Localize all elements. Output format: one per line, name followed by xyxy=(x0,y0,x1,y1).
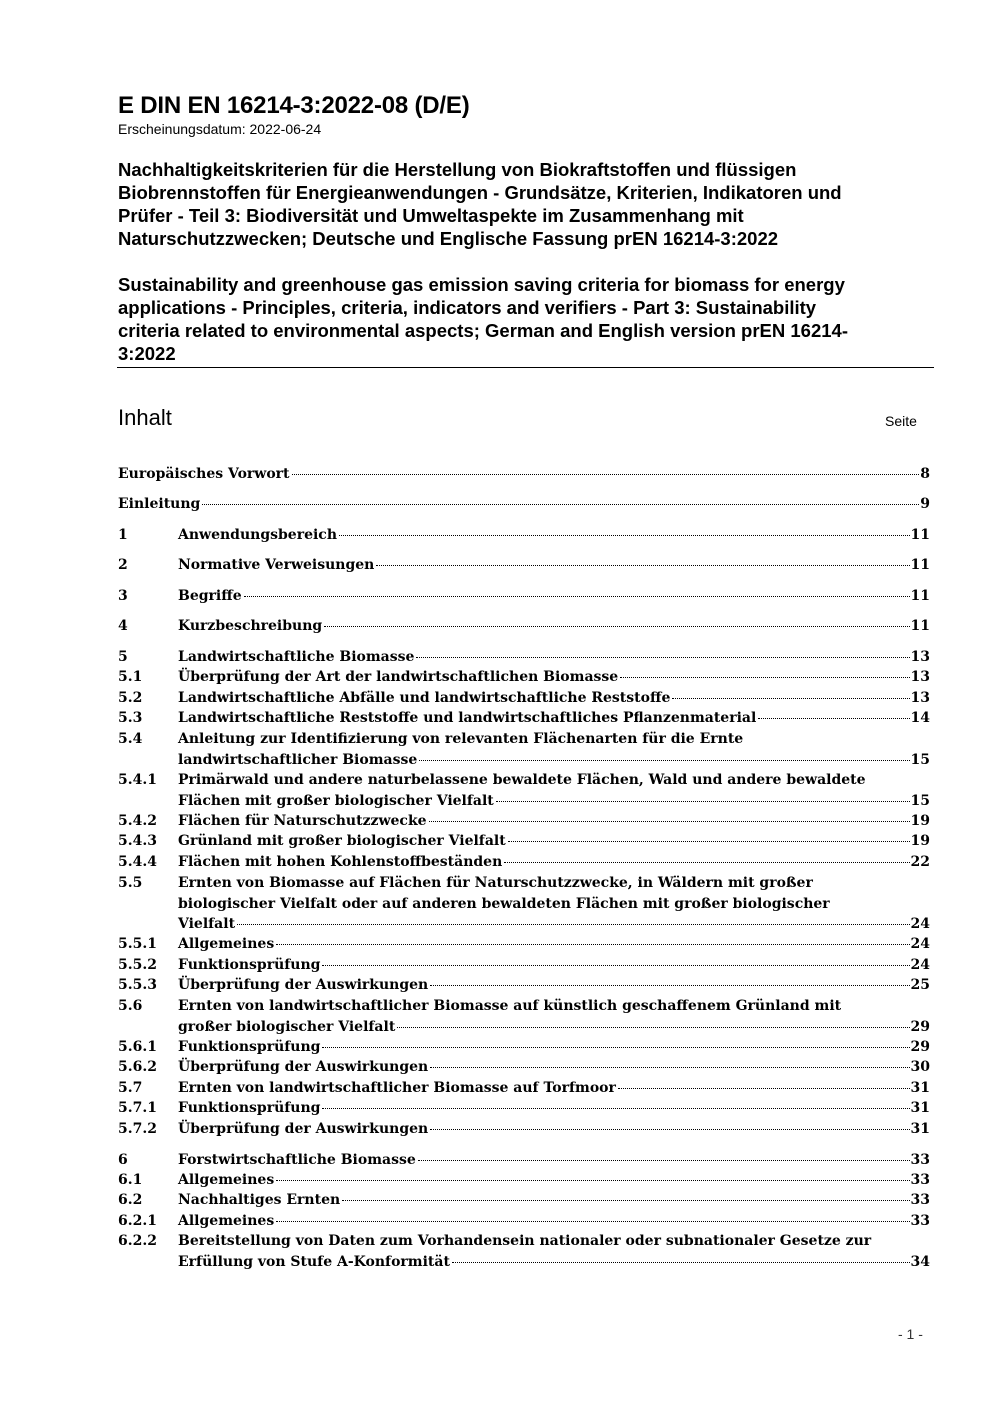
toc-entry-title-line: Nachhaltiges Ernten xyxy=(178,1192,341,1208)
title-german-line: Biobrennstoffen für Energieanwendungen - Grundsätze, Kriterien, Indikatoren und xyxy=(118,182,842,203)
toc-entry-number: 5.4.2 xyxy=(118,813,157,829)
toc-entry-body xyxy=(178,1037,930,1058)
toc-entry-body xyxy=(178,688,930,709)
toc-entry-number: 5.1 xyxy=(118,669,143,685)
toc-entry-number: 5.7.2 xyxy=(118,1121,157,1137)
toc-entry[interactable] xyxy=(118,770,930,811)
toc-entry-title-line: Landwirtschaftliche Reststoffe und landwirtschaftliches Pflanzenmaterial xyxy=(178,710,757,726)
toc-dot-leader xyxy=(322,1108,909,1109)
toc-entry-body xyxy=(178,729,930,770)
toc-entry-title-line: Überprüfung der Auswirkungen xyxy=(178,977,429,993)
toc-entry-number: 5.4.3 xyxy=(118,833,157,849)
toc-entry[interactable] xyxy=(118,975,930,996)
toc-entry-page: 19 xyxy=(910,813,930,829)
toc-entry[interactable] xyxy=(118,616,930,637)
toc-entry-page: 13 xyxy=(910,669,930,685)
toc-entry-title-line: Funktionsprüfung xyxy=(178,1100,321,1116)
title-english-line: applications - Principles, criteria, indicators and verifiers - Part 3: Sustainability xyxy=(118,297,817,318)
toc-entry-title-line: Überprüfung der Art der landwirtschaftlichen Biomasse xyxy=(178,669,619,685)
document-id: E DIN EN 16214-3:2022-08 (D/E) xyxy=(118,92,470,119)
toc-entry-number: 5.7 xyxy=(118,1080,143,1096)
toc-entry-body xyxy=(178,873,930,935)
toc-entry-body xyxy=(178,616,930,637)
toc-entry[interactable] xyxy=(118,555,930,576)
toc-entry-body xyxy=(178,996,930,1037)
toc-entry-title-line: Funktionsprüfung xyxy=(178,957,321,973)
toc-dot-leader xyxy=(276,1221,909,1222)
toc-entry-body xyxy=(178,1231,930,1272)
toc-entry-title-line: Vielfalt xyxy=(178,916,236,932)
toc-entry[interactable] xyxy=(118,729,930,770)
toc-entry-title-line: Allgemeines xyxy=(178,1213,275,1229)
toc-entry-number: 6.2.2 xyxy=(118,1233,157,1249)
toc-entry-page: 15 xyxy=(910,792,930,809)
toc-dot-leader xyxy=(324,626,909,627)
title-english-line: Sustainability and greenhouse gas emission saving criteria for biomass for energy xyxy=(118,274,845,295)
toc-entry[interactable] xyxy=(118,525,930,546)
toc-entry-body xyxy=(178,708,930,729)
toc-entry-title-line: biologischer Vielfalt oder auf anderen bewaldeten Flächen mit großer biologischer xyxy=(178,895,830,912)
toc-dot-leader xyxy=(429,821,910,822)
toc-entry-number: 6.2 xyxy=(118,1192,143,1208)
toc-entry-page: 14 xyxy=(910,710,930,726)
toc-entry-title-line: Allgemeines xyxy=(178,1172,275,1188)
toc-entry-page: 31 xyxy=(910,1121,930,1137)
toc-entry-number: 5.6.1 xyxy=(118,1039,157,1055)
toc-dot-leader xyxy=(339,535,910,536)
toc-entry-body xyxy=(178,934,930,955)
toc-entry-page: 24 xyxy=(910,957,930,973)
toc-entry-title-line: Überprüfung der Auswirkungen xyxy=(178,1121,429,1137)
toc-entry-page: 33 xyxy=(910,1213,930,1229)
toc-entry-number: 4 xyxy=(118,618,128,634)
toc-entry[interactable] xyxy=(118,1150,930,1171)
toc-entry-title-line: Landwirtschaftliche Abfälle und landwirtschaftliche Reststoffe xyxy=(178,690,671,706)
toc-entry-title-line: Allgemeines xyxy=(178,936,275,952)
toc-entry-page: 33 xyxy=(910,1152,930,1168)
toc-entry-number: 5.3 xyxy=(118,710,143,726)
toc-entry-body xyxy=(178,1057,930,1078)
toc-entry-number: 5.6.2 xyxy=(118,1059,157,1075)
toc-entry-title-line: Funktionsprüfung xyxy=(178,1039,321,1055)
toc-entry-title-line: Flächen mit hohen Kohlenstoffbeständen xyxy=(178,854,503,870)
toc-entry-title-line: Einleitung xyxy=(118,496,201,512)
toc-entry-title-line: Landwirtschaftliche Biomasse xyxy=(178,649,415,665)
toc-entry[interactable] xyxy=(118,708,930,729)
toc-entry[interactable] xyxy=(118,1190,930,1211)
toc-entry-page: 24 xyxy=(910,936,930,952)
toc-entry-number: 5.5.3 xyxy=(118,977,157,993)
toc-dot-leader xyxy=(397,1027,909,1028)
toc-entry-number: 2 xyxy=(118,557,128,573)
toc-entry-number: 5.5.2 xyxy=(118,957,157,973)
toc-entry-title-line: großer biologischer Vielfalt xyxy=(178,1018,396,1035)
toc-dot-leader xyxy=(620,677,909,678)
toc-entry-body xyxy=(178,975,930,996)
toc-entry-title-line: Forstwirtschaftliche Biomasse xyxy=(178,1152,416,1168)
toc-entry-body xyxy=(178,1170,930,1191)
toc-entry-page: 29 xyxy=(910,1039,930,1055)
toc-entry-number: 6.2.1 xyxy=(118,1213,157,1229)
toc-entry[interactable] xyxy=(118,1211,930,1232)
toc-entry-title-line: Normative Verweisungen xyxy=(178,557,375,573)
toc-entry[interactable] xyxy=(118,831,930,852)
toc-dot-leader xyxy=(430,985,909,986)
toc-entry-page: 19 xyxy=(910,833,930,849)
toc-entry-title-line: Europäisches Vorwort xyxy=(118,466,290,482)
toc-entry-title-line: Ernten von Biomasse auf Flächen für Naturschutzzwecke, in Wäldern mit großer xyxy=(178,875,813,891)
toc-entry-body xyxy=(118,464,930,485)
toc-entry-page: 31 xyxy=(910,1080,930,1096)
toc-entry[interactable] xyxy=(118,1078,930,1099)
toc-dot-leader xyxy=(758,718,909,719)
toc-entry-page: 31 xyxy=(910,1100,930,1116)
toc-entry[interactable] xyxy=(118,873,930,935)
toc-dot-leader xyxy=(508,841,910,842)
toc-entry-body xyxy=(178,586,930,607)
toc-entry-body xyxy=(178,831,930,852)
toc-entry-body xyxy=(178,555,930,576)
toc-entry[interactable] xyxy=(118,955,930,976)
toc-entry-number: 6.1 xyxy=(118,1172,143,1188)
title-german-line: Naturschutzzwecken; Deutsche und Englische Fassung prEN 16214-3:2022 xyxy=(118,228,779,249)
toc-entry[interactable] xyxy=(118,494,930,515)
toc-entry-title-line: Anleitung zur Identifizierung von relevanten Flächenarten für die Ernte xyxy=(178,731,744,747)
toc-dot-leader xyxy=(418,1160,910,1161)
toc-entry-title-line: Anwendungsbereich xyxy=(178,527,337,543)
toc-entry-title-line: Flächen mit großer biologischer Vielfalt xyxy=(178,792,494,809)
toc-dot-leader xyxy=(672,698,909,699)
toc-entry-body xyxy=(178,1078,930,1099)
toc-dot-leader xyxy=(618,1088,910,1089)
toc-entry-body xyxy=(178,811,930,832)
toc-entry[interactable] xyxy=(118,586,930,607)
toc-entry-title-line: Grünland mit großer biologischer Vielfalt xyxy=(178,833,506,849)
toc-entry-number: 3 xyxy=(118,588,128,604)
toc-entry-number: 5.6 xyxy=(118,998,143,1014)
toc-entry-page: 11 xyxy=(910,618,930,634)
toc-entry-title-line: Begriffe xyxy=(178,588,242,604)
toc-entry-page: 8 xyxy=(920,466,930,482)
toc-dot-leader xyxy=(496,801,910,802)
toc-entry-body xyxy=(178,955,930,976)
toc-entry-page: 33 xyxy=(910,1172,930,1188)
toc-entry-page: 33 xyxy=(910,1192,930,1208)
toc-entry[interactable] xyxy=(118,1119,930,1140)
toc-entry[interactable] xyxy=(118,996,930,1037)
toc-entry-page: 25 xyxy=(910,977,930,993)
toc-dot-leader xyxy=(322,1047,909,1048)
toc-entry-page: 29 xyxy=(910,1018,930,1035)
toc-entry-number: 5.5 xyxy=(118,875,143,891)
toc-entry-title-line: Ernten von landwirtschaftlicher Biomasse auf künstlich geschaffenem Grünland mit xyxy=(178,998,842,1014)
toc-entry-page: 11 xyxy=(910,588,930,604)
toc-entry-page: 11 xyxy=(910,557,930,573)
title-english-line: criteria related to environmental aspects; German and English version prEN 16214- xyxy=(118,320,848,341)
toc-entry-title-line: Kurzbeschreibung xyxy=(178,618,323,634)
page-number: - 1 - xyxy=(898,1326,923,1342)
toc-entry-number: 5.5.1 xyxy=(118,936,157,952)
toc-entry-number: 5 xyxy=(118,649,128,665)
toc-entry-page: 34 xyxy=(910,1253,930,1270)
toc-dot-leader xyxy=(237,924,909,925)
toc-entry-number: 5.2 xyxy=(118,690,143,706)
toc-dot-leader xyxy=(342,1200,909,1201)
toc-entry[interactable] xyxy=(118,852,930,873)
toc-entry-body xyxy=(118,494,930,515)
toc-heading: Inhalt xyxy=(118,405,172,430)
toc-entry-page: 22 xyxy=(910,854,930,870)
toc-dot-leader xyxy=(376,565,909,566)
toc-entry-number: 5.4.1 xyxy=(118,772,157,788)
toc-entry-body xyxy=(178,1098,930,1119)
toc-page-column-label: Seite xyxy=(885,413,917,429)
toc-entry[interactable] xyxy=(118,1170,930,1191)
toc-dot-leader xyxy=(202,504,919,505)
toc-dot-leader xyxy=(276,944,909,945)
toc-entry-number: 5.4 xyxy=(118,731,143,747)
toc-dot-leader xyxy=(430,1129,909,1130)
toc-entry-title-line: landwirtschaftlicher Biomasse xyxy=(178,751,418,768)
title-english-line: 3:2022 xyxy=(118,343,176,364)
toc-entry-body xyxy=(178,1190,930,1211)
toc-entry[interactable] xyxy=(118,667,930,688)
toc-entry-body xyxy=(178,1211,930,1232)
toc-dot-leader xyxy=(276,1180,909,1181)
toc-entry-body xyxy=(178,770,930,811)
toc-entry[interactable] xyxy=(118,811,930,832)
toc-entry-page: 24 xyxy=(910,916,930,932)
toc-entry-page: 9 xyxy=(920,496,930,512)
toc-entry[interactable] xyxy=(118,688,930,709)
toc-entry-body xyxy=(178,667,930,688)
toc-dot-leader xyxy=(416,657,909,658)
toc-entry-title-line: Überprüfung der Auswirkungen xyxy=(178,1059,429,1075)
toc-dot-leader xyxy=(452,1262,910,1263)
toc-entry[interactable] xyxy=(118,1231,930,1272)
toc-entry-page: 11 xyxy=(910,527,930,543)
toc-entry-number: 1 xyxy=(118,527,128,543)
toc-entry[interactable] xyxy=(118,1057,930,1078)
toc-entry-body xyxy=(178,525,930,546)
title-german-line: Prüfer - Teil 3: Biodiversität und Umweltaspekte im Zusammenhang mit xyxy=(118,205,744,226)
toc-entry-title-line: Erfüllung von Stufe A-Konformität xyxy=(178,1253,450,1270)
table-of-contents xyxy=(118,0,930,1300)
toc-dot-leader xyxy=(322,965,909,966)
toc-entry-page: 13 xyxy=(910,649,930,665)
toc-dot-leader xyxy=(419,760,909,761)
toc-dot-leader xyxy=(292,474,920,475)
toc-entry-number: 5.7.1 xyxy=(118,1100,157,1116)
toc-entry-number: 6 xyxy=(118,1152,128,1168)
toc-entry-body xyxy=(178,852,930,873)
toc-entry-title-line: Flächen für Naturschutzzwecke xyxy=(178,813,427,829)
toc-dot-leader xyxy=(244,596,910,597)
toc-entry[interactable] xyxy=(118,647,930,668)
toc-entry-page: 30 xyxy=(910,1059,930,1075)
publication-date: Erscheinungsdatum: 2022-06-24 xyxy=(118,121,322,137)
toc-entry[interactable] xyxy=(118,1037,930,1058)
title-german-line: Nachhaltigkeitskriterien für die Herstellung von Biokraftstoffen und flüssigen xyxy=(118,159,797,180)
toc-entry[interactable] xyxy=(118,1098,930,1119)
toc-entry-number: 5.4.4 xyxy=(118,854,157,870)
toc-entry[interactable] xyxy=(118,464,930,485)
toc-entry[interactable] xyxy=(118,934,930,955)
toc-entry-title-line: Primärwald und andere naturbelassene bewaldete Flächen, Wald und andere bewaldete xyxy=(178,772,866,788)
toc-entry-body xyxy=(178,1119,930,1140)
toc-dot-leader xyxy=(430,1067,909,1068)
toc-entry-title-line: Bereitstellung von Daten zum Vorhandensein nationaler oder subnationaler Gesetze zur xyxy=(178,1233,872,1249)
toc-entry-page: 13 xyxy=(910,690,930,706)
toc-entry-body xyxy=(178,647,930,668)
toc-entry-body xyxy=(178,1150,930,1171)
toc-entry-title-line: Ernten von landwirtschaftlicher Biomasse auf Torfmoor xyxy=(178,1080,616,1096)
toc-entry-page: 15 xyxy=(910,751,930,768)
toc-dot-leader xyxy=(504,862,909,863)
